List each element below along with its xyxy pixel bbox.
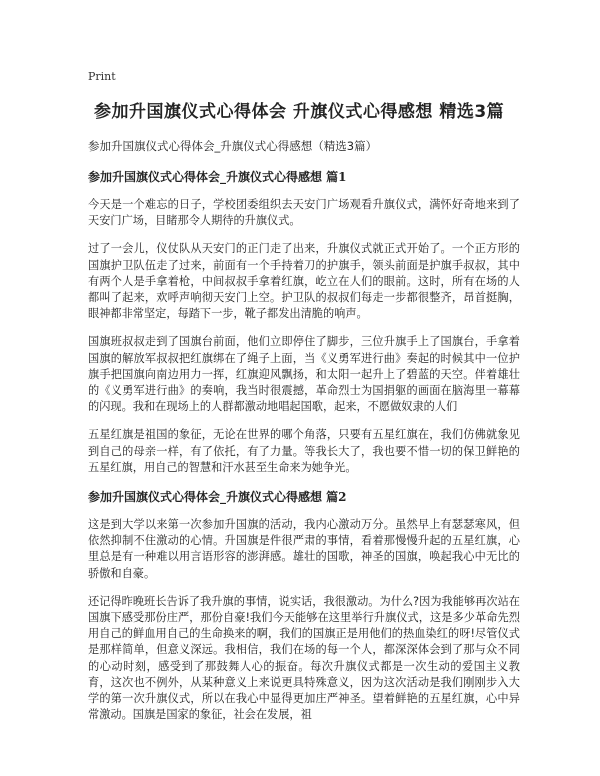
section-1-paragraph-3: 国旗班叔叔走到了国旗台前面，他们立即停住了脚步，三位升旗手上了国旗台，手拿着国旗的解放军叔叔把红旗绑在了绳子上面，当《义勇军进行曲》奏起的时候其中一位护旗手把国旗向南边用力一挥，红旗迎风飘扬，和太阳一起升上了碧蓝的天空。伴着雄壮的《义勇军进行曲》的奏响，我当时很震撼，革命烈士为国捐躯的画面在脑海里一幕幕的闪现。我和在现场上的人群都激动地唱起国歌，起来，不愿做奴隶的人们 [88, 335, 520, 414]
section-1-paragraph-1: 今天是一个难忘的日子，学校团委组织去天安门广场观看升旗仪式，满怀好奇地来到了天安门广场，目睹那令人期待的升旗仪式。 [88, 198, 520, 228]
print-link[interactable]: Print [88, 70, 116, 83]
section-2-paragraph-1: 这是到大学以来第一次参加升国旗的活动，我内心激动万分。虽然早上有瑟瑟寒风，但依然抑制不住激动的心情。升国旗是件很严肃的事情，看着那慢慢升起的五星红旗，心里总是有一种难以用言语形容的澎湃感。雄壮的国歌，神圣的国旗，唤起我心中无比的骄傲和自豪。 [88, 518, 520, 580]
document-subtitle: 参加升国旗仪式心得体会_升旗仪式心得感想（精选3篇） [88, 139, 378, 153]
section-1-paragraph-2: 过了一会儿，仪仗队从天安门的正门走了出来，升旗仪式就正式开始了。一个正方形的国旗护卫队伍走了过来，前面有一个手持着刀的护旗手，领头前面是护旗手叔叔，其中有两个人是手拿着枪，中间叔叔手拿着红旗，屹立在人们的眼前。这时，所有在场的人都叫了起来，欢呼声响彻天安门上空。护卫队的叔叔们每走一步都很整齐，昂首挺胸，眼神都非常坚定，每踏下一步，靴子都发出清脆的响声。 [88, 242, 520, 321]
section-heading-2: 参加升国旗仪式心得体会_升旗仪式心得感想 篇2 [88, 490, 347, 505]
section-heading-1: 参加升国旗仪式心得体会_升旗仪式心得感想 篇1 [88, 170, 347, 184]
page-title: 参加升国旗仪式心得体会 升旗仪式心得感想 精选3篇 [94, 102, 505, 122]
section-1-paragraph-4: 五星红旗是祖国的象征，无论在世界的哪个角落，只要有五星红旗在，我们仿佛就象见到自己的母亲一样，有了依托，有了力量。等我长大了，我也要不惜一切的保卫鲜艳的五星红旗，用自己的智慧和汗水甚至生命来为她争光。 [88, 428, 520, 474]
section-2-paragraph-2: 还记得昨晚班长告诉了我升旗的事情，说实话，我很激动。为什么?因为我能够再次站在国旗下感受那份庄严，那份自豪!我们今天能够在这里举行升旗仪式，这是多少革命先烈用自己的鲜血用自己的生命换来的啊，我们的国旗正是用他们的热血染红的呀!尽管仪式是那样简单，但意义深远。我相信，我们在场的每一个人，都深深体会到了那与众不同的心动时刻，感受到了那鼓舞人心的振奋。每次升旗仪式都是一次生动的爱国主义教育，这次也不例外，从某种意义上来说更具特殊意义，因为这次活动是我们刚刚步入大学的第一次升旗仪式，所以在我心中显得更加庄严神圣。望着鲜艳的五星红旗，心中异常激动。国旗是国家的象征，社会在发展，祖 [88, 594, 520, 722]
document-page [88, 70, 520, 735]
